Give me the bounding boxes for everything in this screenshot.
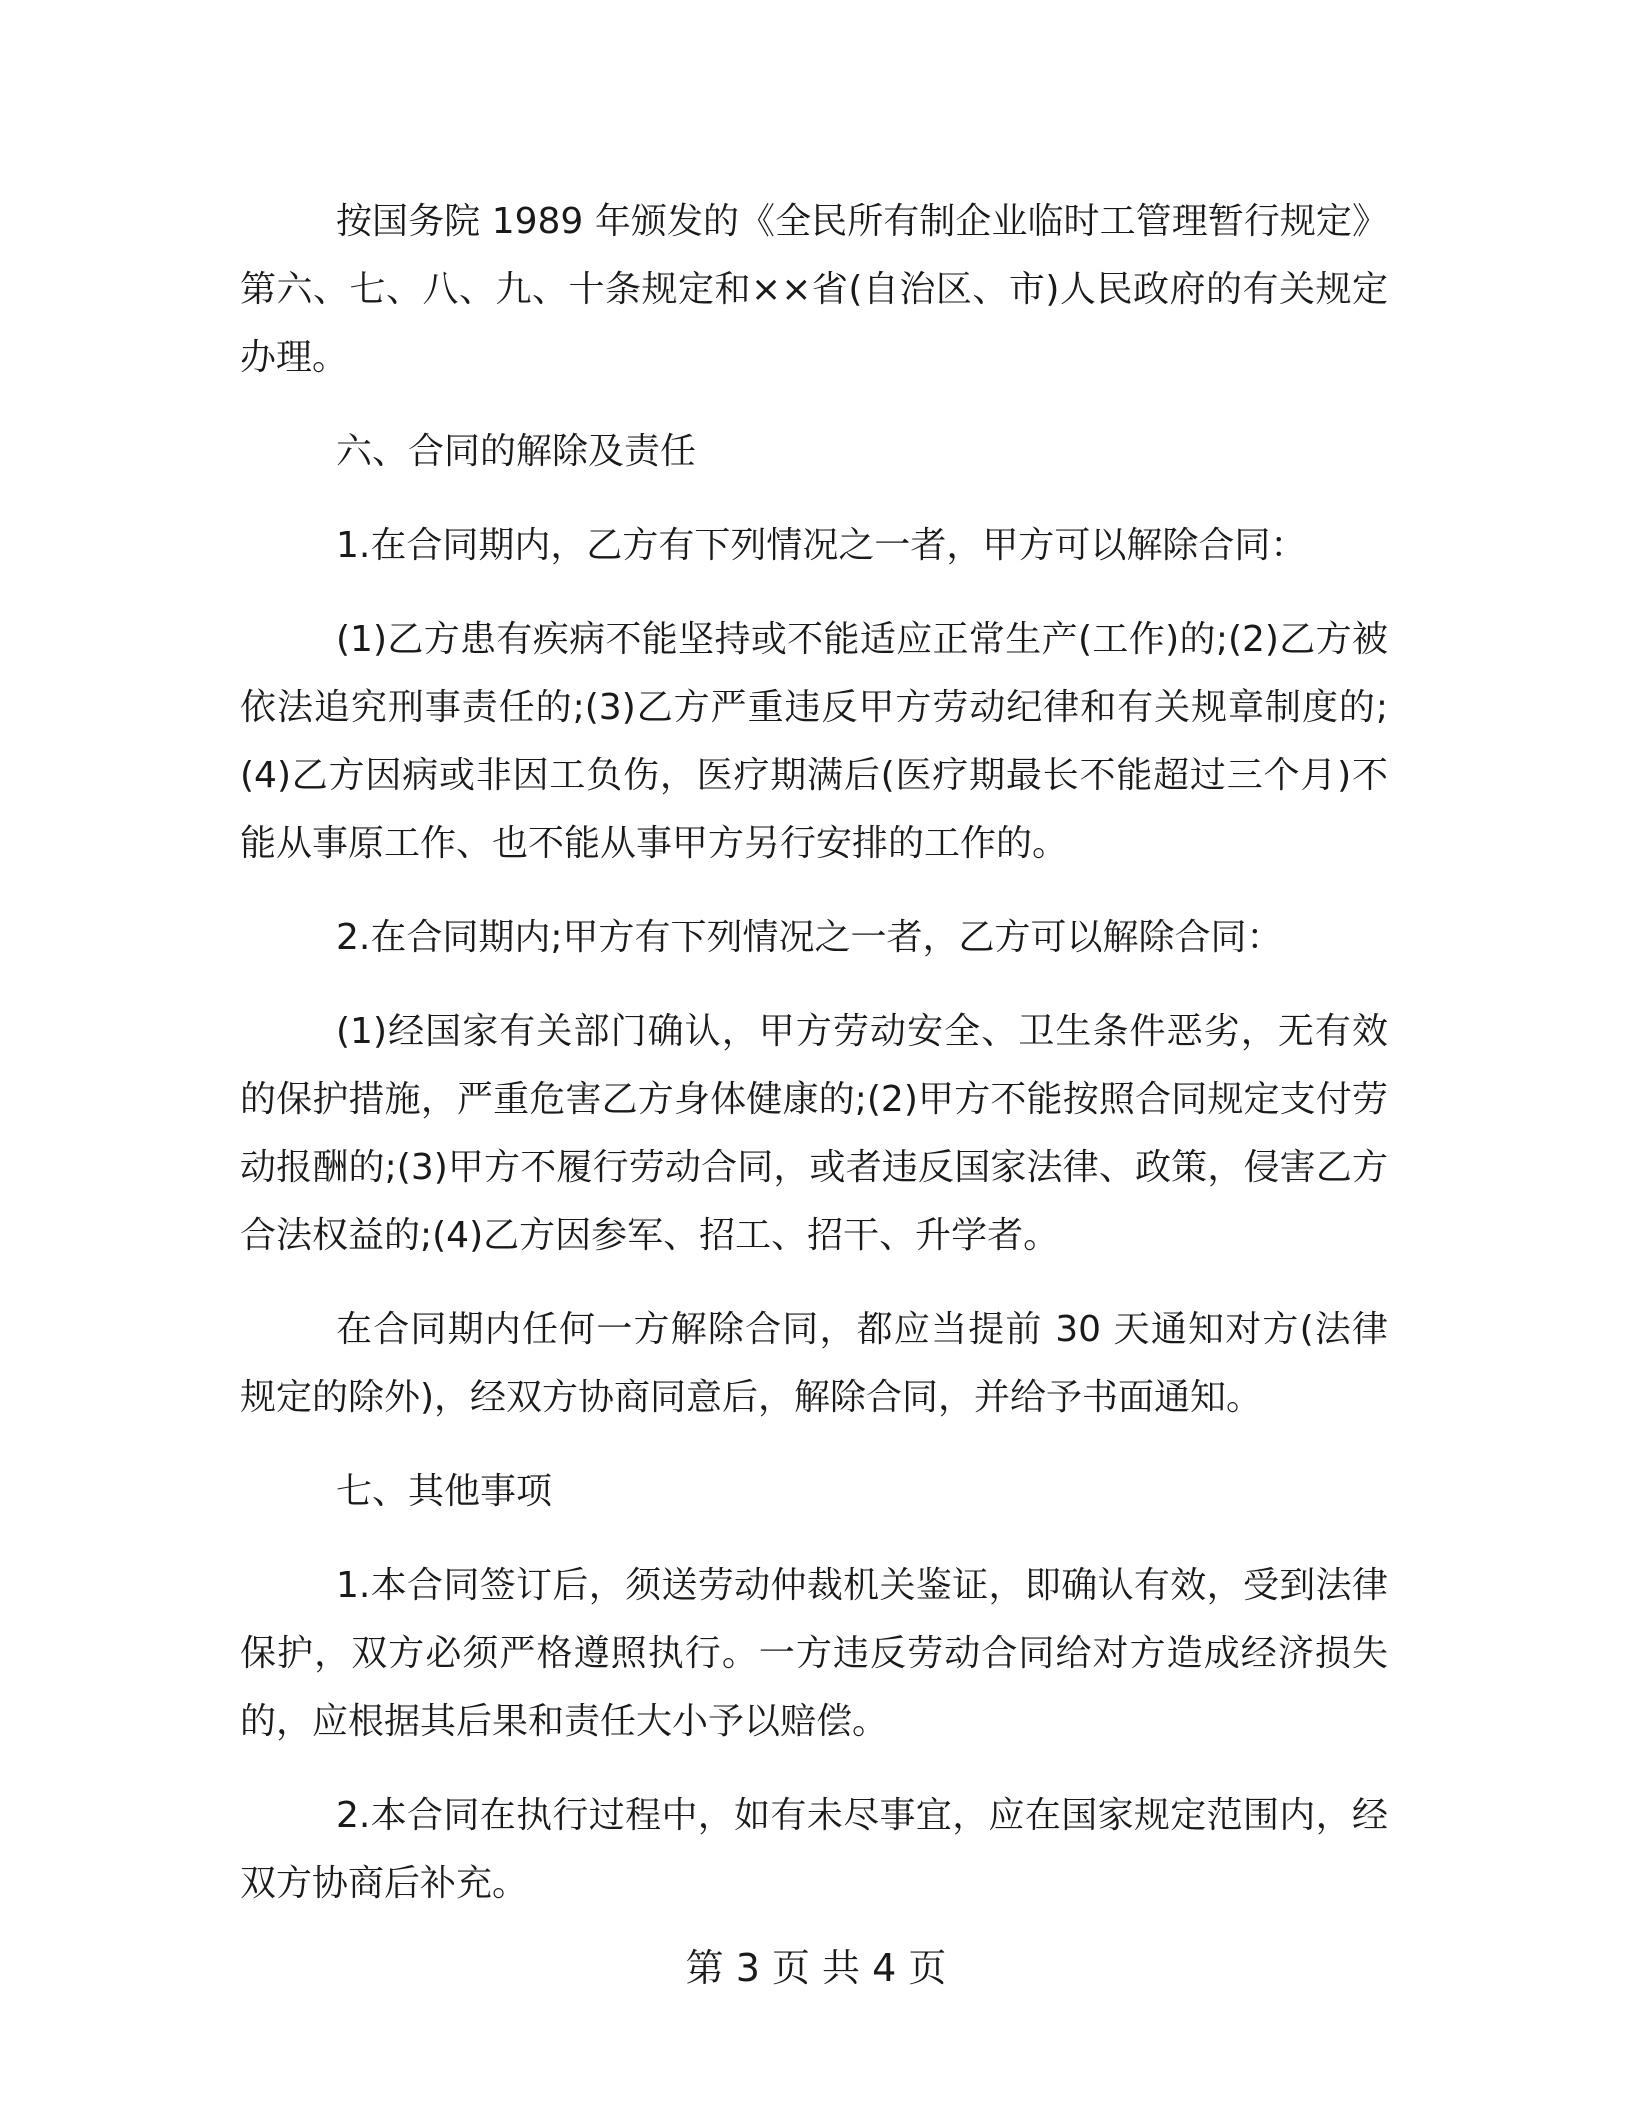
clause-other-2: 2.本合同在执行过程中，如有未尽事宜，应在国家规定范围内，经双方协商后补充。 bbox=[240, 1795, 1388, 1904]
clause-1-conditions: (1)乙方患有疾病不能坚持或不能适应正常生产(工作)的;(2)乙方被依法追究刑事责任的;(3)乙方严重违反甲方劳动纪律和有关规章制度的;(4)乙方因病或非因工负伤，医疗期满后(医疗期最长不能超过三个月)不能从事原工作、也不能从事甲方另行安排的工作的。 bbox=[240, 619, 1388, 864]
page-number-footer: 第 3 页 共 4 页 bbox=[685, 1946, 947, 1990]
clause-2-conditions: (1)经国家有关部门确认，甲方劳动安全、卫生条件恶劣，无有效的保护措施，严重危害乙方身体健康的;(2)甲方不能按照合同规定支付劳动报酬的;(3)甲方不履行劳动合同，或者违反国家法律、政策，侵害乙方合法权益的;(4)乙方因参军、招工、招干、升学者。 bbox=[240, 1011, 1388, 1256]
paragraph-regulation-reference: 按国务院 1989 年颁发的《全民所有制企业临时工管理暂行规定》第六、七、八、九、十条规定和××省(自治区、市)人民政府的有关规定办理。 bbox=[240, 201, 1388, 378]
clause-1-party-a-termination: 1.在合同期内，乙方有下列情况之一者，甲方可以解除合同： bbox=[336, 525, 1307, 566]
paragraph-notice-period: 在合同期内任何一方解除合同，都应当提前 30 天通知对方(法律规定的除外)，经双方协商同意后，解除合同，并给予书面通知。 bbox=[240, 1309, 1388, 1418]
clause-other-1: 1.本合同签订后，须送劳动仲裁机关鉴证，即确认有效，受到法律保护，双方必须严格遵照执行。一方违反劳动合同给对方造成经济损失的，应根据其后果和责任大小予以赔偿。 bbox=[240, 1565, 1388, 1742]
section-heading-termination: 六、合同的解除及责任 bbox=[336, 431, 697, 472]
clause-2-party-b-termination: 2.在合同期内;甲方有下列情况之一者，乙方可以解除合同： bbox=[336, 917, 1283, 958]
section-heading-other-matters: 七、其他事项 bbox=[336, 1471, 553, 1512]
document-body bbox=[240, 188, 1388, 1918]
